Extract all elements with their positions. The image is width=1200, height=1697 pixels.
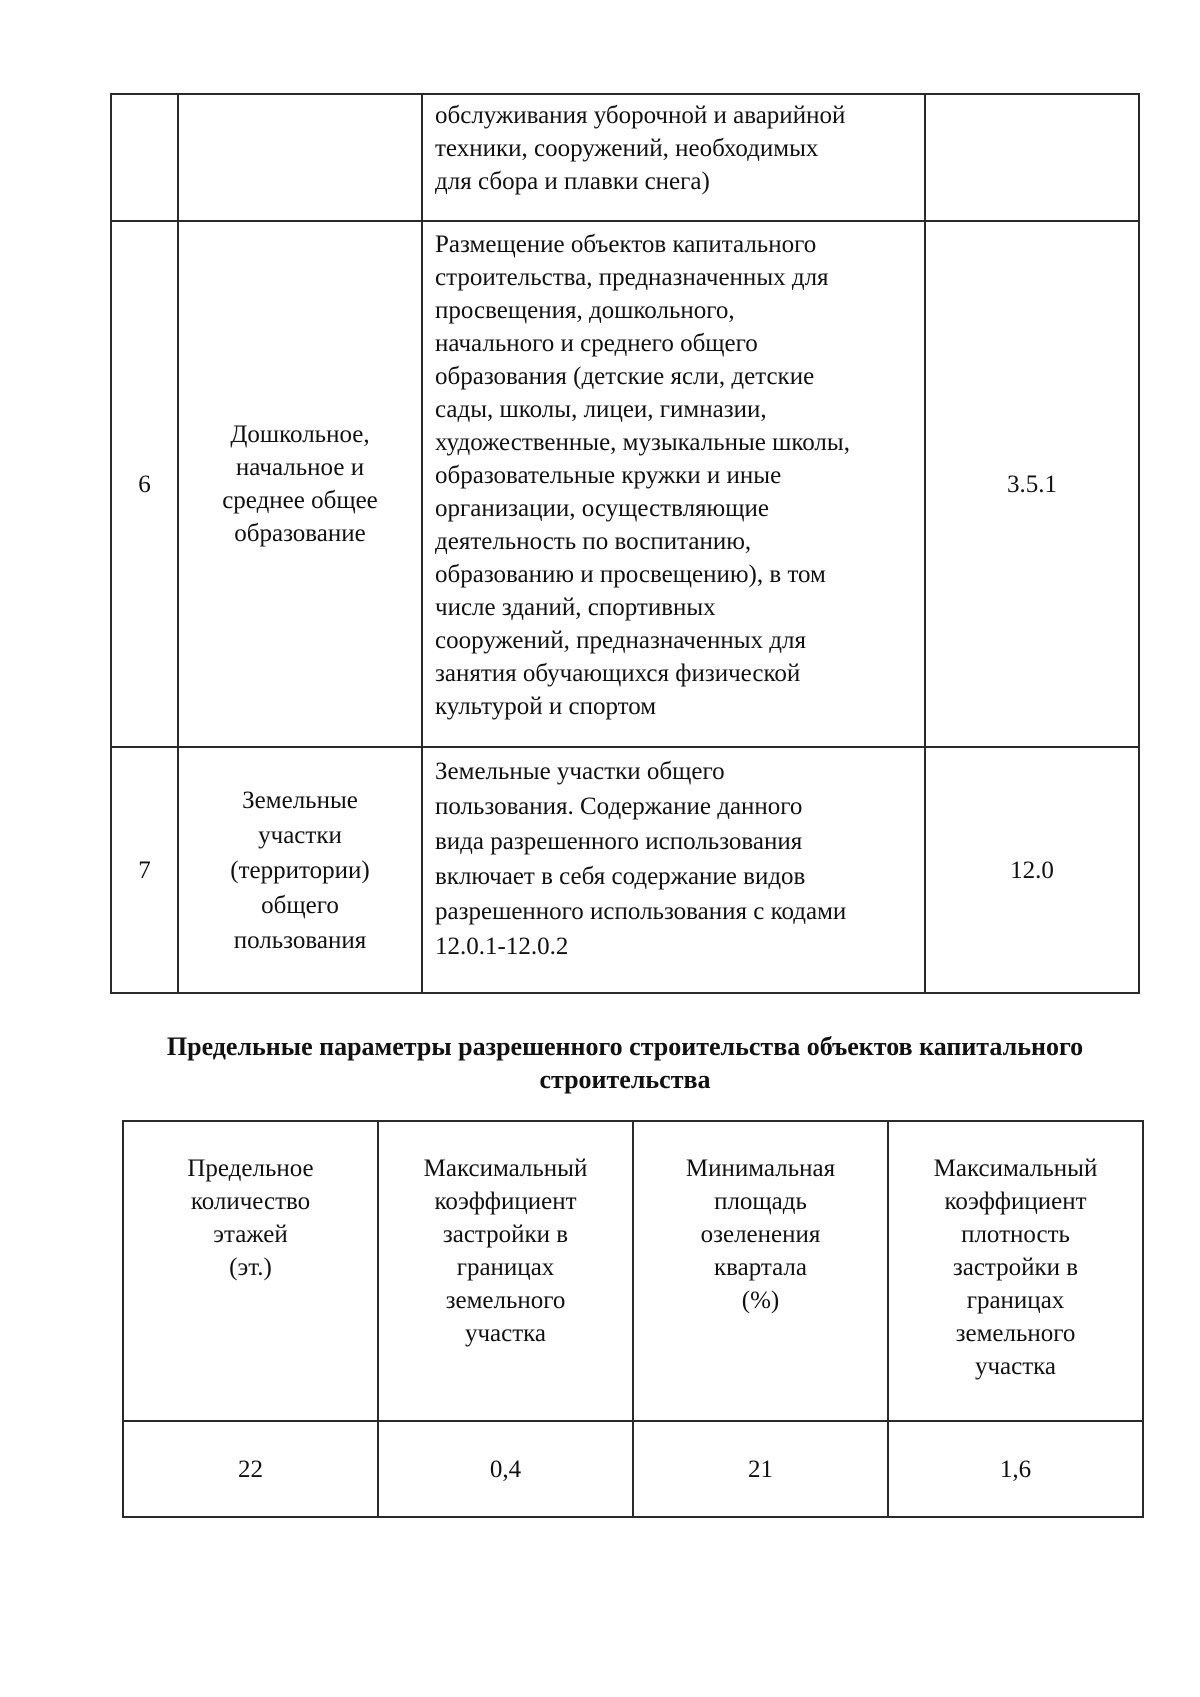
land-use-table — [110, 93, 1140, 994]
use-code — [925, 94, 1139, 221]
parameters-value-row — [123, 1421, 1143, 1517]
row-number: 6 — [111, 221, 178, 747]
use-description: Размещение объектов капитального строительства, предназначенных для просвещения, дошкольного, начального и среднего общего образования (детские ясли, детские сады, школы, лицеи, гимназии, художественные, музыкальные школы, образовательные кружки и иные организации, осуществляющие деятельность по воспитанию, образованию и просвещению), в том числе зданий, спортивных сооружений, предназначенных для занятия обучающихся физической культурой и спортом — [422, 221, 925, 747]
use-name: Дошкольное, начальное и среднее общее образование — [178, 221, 422, 747]
header-max-floors: Предельное количество этажей (эт.) — [123, 1121, 378, 1421]
use-name: Земельные участки (территории) общего пользования — [178, 747, 422, 993]
parameters-header-row — [123, 1121, 1143, 1421]
header-max-density-ratio: Максимальный коэффициент плотность застройки в границах земельного участка — [888, 1121, 1143, 1421]
header-max-coverage-ratio: Максимальный коэффициент застройки в границах земельного участка — [378, 1121, 633, 1421]
use-code: 12.0 — [925, 747, 1139, 993]
table-row — [111, 94, 1139, 221]
row-number: 7 — [111, 747, 178, 993]
value-max-density-ratio: 1,6 — [888, 1421, 1143, 1517]
use-code: 3.5.1 — [925, 221, 1139, 747]
use-description: Земельные участки общего пользования. Содержание данного вида разрешенного использования включает в себя содержание видов разрешенного использования с кодами 12.0.1-12.0.2 — [422, 747, 925, 993]
table-row — [111, 747, 1139, 993]
parameters-table — [122, 1120, 1144, 1518]
header-min-green-area: Минимальная площадь озеленения квартала (%) — [633, 1121, 888, 1421]
value-max-floors: 22 — [123, 1421, 378, 1517]
row-number — [111, 94, 178, 221]
use-name — [178, 94, 422, 221]
value-min-green-area: 21 — [633, 1421, 888, 1517]
section-title: Предельные параметры разрешенного строительства объектов капитального строительства — [166, 1032, 1084, 1094]
use-description: обслуживания уборочной и аварийной техники, сооружений, необходимых для сбора и плавки снега) — [422, 94, 925, 221]
value-max-coverage-ratio: 0,4 — [378, 1421, 633, 1517]
table-row — [111, 221, 1139, 747]
